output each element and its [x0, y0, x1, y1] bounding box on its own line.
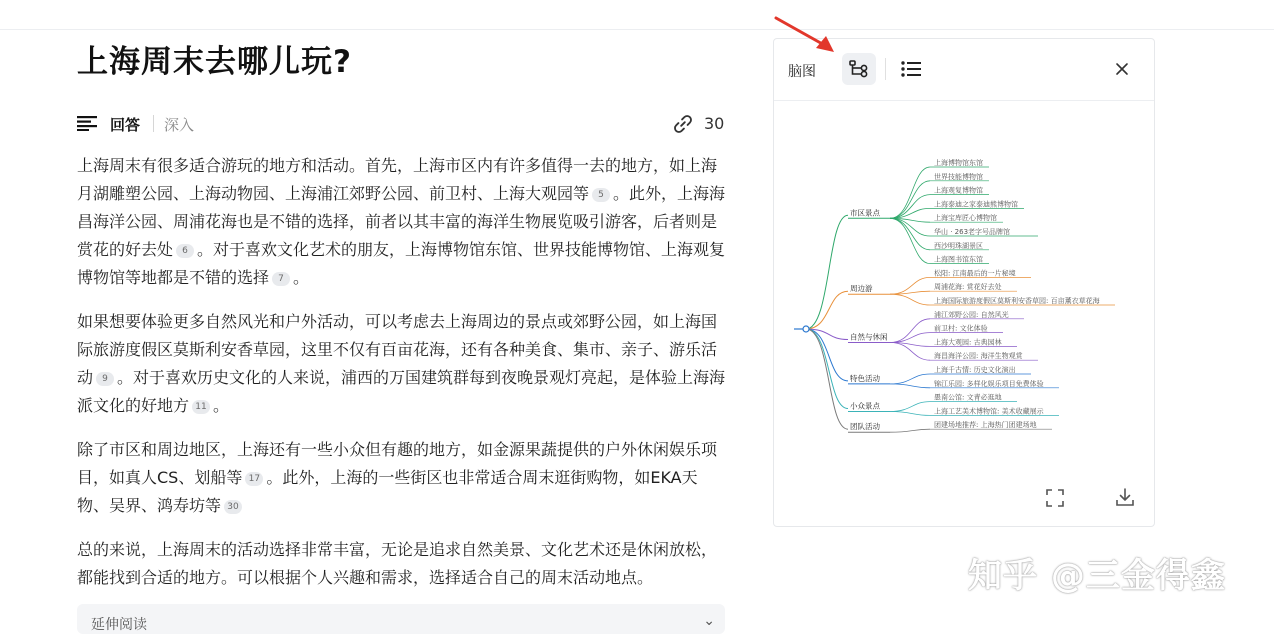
mindmap-leaf-link [890, 402, 930, 412]
mindmap-category: 团队活动 [850, 422, 880, 432]
mindmap-leaf: 上海千古情: 历史文化演出 [934, 366, 1016, 374]
mindmap-leaf-link [890, 319, 930, 343]
text-line: 博物馆等地都是不错的选择 7 。 [77, 268, 310, 287]
text-line: 际旅游度假区莫斯利安香草园，这里不仅有百亩花海，还有各种美食、集市、亲子、游乐活 [77, 340, 718, 359]
mindmap-leaf: 上海观复博物馆 [934, 186, 983, 195]
mindmap-leaf: 上海国际旅游度假区莫斯利安香草园: 百亩薰衣草花海 [934, 297, 1100, 305]
mindmap-leaf-link [890, 195, 930, 219]
citation-badge[interactable]: 9 [96, 372, 114, 386]
mindmap-leaf: 海昌海洋公园: 海洋生物观赏 [934, 352, 1023, 361]
mindmap-leaf: 上海大观园: 古典园林 [934, 338, 1002, 347]
text-line: 总的来说，上海周末的活动选择非常丰富，无论是追求自然美景、文化艺术还是休闲放松， [77, 540, 718, 559]
mindmap-branch [806, 329, 848, 409]
citation-badge[interactable]: 11 [192, 400, 210, 414]
mindmap-leaf: 松阳: 江南最后的一片秘境 [934, 269, 1016, 278]
mindmap-category: 周边游 [850, 284, 873, 294]
mindmap-leaf-link [890, 167, 930, 218]
text-line: 赏花的好去处 6 。对于喜欢文化艺术的朋友，上海博物馆东馆、世界技能博物馆、上海观复 [77, 240, 726, 259]
close-icon[interactable] [1112, 59, 1132, 79]
text-line: 派文化的好地方 11 。 [77, 396, 230, 415]
mindmap-leaf-link [890, 218, 930, 263]
top-divider [0, 29, 1274, 30]
mindmap-leaf-link [890, 181, 930, 219]
answer-paragraph-1 [77, 152, 725, 292]
mindmap-category: 自然与休闲 [850, 332, 888, 342]
mindmap-root [803, 326, 809, 332]
mindmap-leaf-link [890, 218, 930, 236]
answer-paragraph-4 [77, 536, 725, 592]
text-line: 都能找到合适的地方。可以根据个人兴趣和需求，选择适合自己的周末活动地点。 [77, 568, 654, 587]
answer-paragraph-3 [77, 436, 725, 520]
text-line: 昌海洋公园、周浦花海也是不错的选择，前者以其丰富的海洋生物展览吸引游客，后者则是 [77, 212, 718, 231]
mindmap-icon [849, 59, 869, 79]
text-line: 除了市区和周边地区，上海还有一些小众但有趣的地方，如金源果蔬提供的户外休闲娱乐项 [77, 440, 718, 459]
mindmap-leaf: 上海泰迪之家泰迪熊博物馆 [934, 200, 1018, 209]
mindmap-category: 特色活动 [850, 373, 880, 383]
mindmap-leaf: 上海工艺美术博物馆: 美术收藏展示 [934, 407, 1044, 416]
mindmap-leaf-link [890, 218, 930, 250]
panel-header-divider [774, 100, 1154, 101]
mindmap-leaf-link [890, 384, 930, 388]
tab-answer[interactable]: 回答 [110, 116, 141, 134]
page-title: 上海周末去哪儿玩? [77, 44, 352, 80]
chevron-down-icon: ⌄ [703, 613, 715, 629]
mindmap-leaf: 世界技能博物馆 [934, 172, 983, 181]
mindmap-view-button[interactable] [842, 53, 876, 85]
mindmap-leaf: 西沙明珠湖景区 [934, 241, 983, 250]
answer-paragraph-2 [77, 308, 725, 420]
mindmap-leaf-link [890, 333, 930, 343]
mindmap-leaf: 上海宝库匠心博物馆 [934, 214, 997, 223]
mindmap-leaf: 华山 · 263老字号品牌馆 [934, 228, 1011, 236]
mindmap-leaf: 锦江乐园: 多样化娱乐项目免费体验 [934, 379, 1044, 388]
text-line: 上海周末有很多适合游玩的地方和活动。首先，上海市区内有许多值得一去的地方，如上海 [77, 156, 718, 175]
fullscreen-icon[interactable] [1044, 487, 1066, 509]
further-reading-label: 延伸阅读 [91, 617, 147, 633]
mindmap-leaf-link [890, 374, 930, 384]
text-line: 物、吴界、鸿寿坊等 30 [77, 492, 725, 520]
list-lines-icon [77, 115, 97, 131]
text-line: 月湖雕塑公园、上海动物园、上海浦江郊野公园、前卫村、上海大观园等 5 。此外，上海海 [77, 184, 726, 203]
mindmap-leaf-link [890, 343, 930, 361]
red-arrow-annotation [770, 12, 840, 56]
mindmap-leaf: 上海博物馆东馆 [934, 159, 983, 167]
mindmap-leaf: 团建场地推荐: 上海热门团建场地 [934, 421, 1037, 430]
mindmap-category: 市区景点 [850, 208, 880, 218]
text-line: 目，如真人CS、划船等 17 。此外，上海的一些街区也非常适合周末逛街购物，如EKA天 [77, 468, 698, 487]
tab-deep[interactable]: 深入 [164, 116, 195, 134]
mindmap-leaf-link [890, 291, 930, 294]
citation-badge[interactable]: 5 [592, 188, 610, 202]
panel-label: 脑图 [788, 64, 816, 80]
toolbar-separator [885, 58, 886, 80]
mindmap-leaf: 浦江郊野公园: 自然风光 [934, 310, 1009, 319]
mindmap-diagram [794, 154, 1139, 454]
watermark: 知乎 @三金得鑫 [968, 556, 1226, 596]
mindmap-panel [773, 38, 1155, 527]
citation-badge[interactable]: 17 [245, 472, 263, 486]
citation-badge[interactable]: 6 [176, 244, 194, 258]
tab-separator [153, 115, 154, 132]
text-line: 动 9 。对于喜欢历史文化的人来说，浦西的万国建筑群每到夜晚景观灯亮起，是体验上海海 [77, 368, 726, 387]
mindmap-leaf-link [890, 294, 930, 305]
further-reading-bar[interactable] [77, 604, 725, 634]
mindmap-branch [806, 291, 848, 329]
mindmap-leaf: 周浦花海: 赏花好去处 [934, 283, 1002, 292]
mindmap-leaf: 前卫村: 文化体验 [934, 324, 988, 333]
answer-tabs [77, 112, 723, 136]
mindmap-category: 小众景点 [850, 401, 880, 411]
source-count[interactable]: 30 [704, 114, 725, 133]
mindmap-leaf-link [890, 429, 930, 432]
text-line: 如果想要体验更多自然风光和户外活动，可以考虑去上海周边的景点或郊野公园，如上海国 [77, 312, 718, 331]
link-icon[interactable] [672, 113, 694, 135]
download-icon[interactable] [1114, 486, 1136, 508]
outline-list-icon[interactable] [900, 59, 924, 79]
citation-badge[interactable]: 30 [224, 500, 242, 514]
citation-badge[interactable]: 7 [272, 272, 290, 286]
mindmap-leaf-link [890, 412, 930, 416]
mindmap-leaf: 愚南公馆: 文青必逛地 [934, 393, 1002, 402]
mindmap-leaf: 上海图书馆东馆 [934, 255, 983, 264]
